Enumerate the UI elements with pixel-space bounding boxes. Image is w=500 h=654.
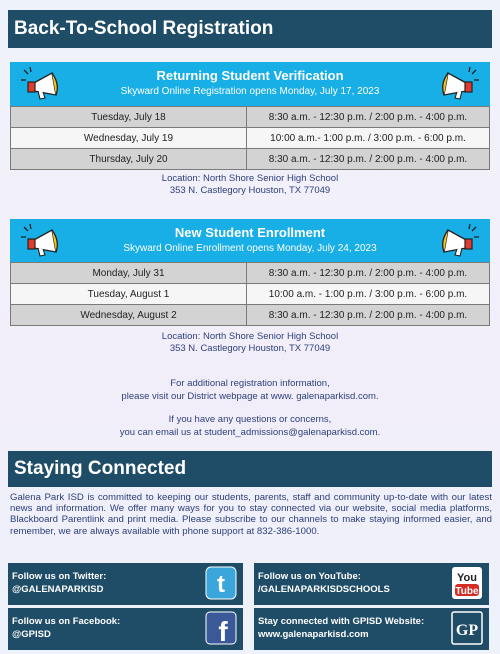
youtube-label: Follow us on YouTube: bbox=[258, 571, 361, 582]
facebook-handle[interactable]: @GPISD bbox=[12, 629, 51, 640]
svg-text:f: f bbox=[218, 616, 228, 645]
address-line: 353 N. Castlegory Houston, TX 77049 bbox=[169, 343, 331, 354]
table-row bbox=[11, 263, 490, 284]
youtube-handle[interactable]: /GALENAPARKISDSCHOOLS bbox=[258, 584, 390, 595]
day-cell: Tuesday, August 1 bbox=[11, 284, 247, 305]
page-title: Back-To-School Registration bbox=[8, 10, 492, 48]
returning-section-header bbox=[10, 62, 490, 106]
time-cell: 8:30 a.m. - 12:30 p.m. / 2:00 p.m. - 4:00 p.m. bbox=[247, 107, 490, 128]
new-title: New Student Enrollment bbox=[174, 225, 326, 240]
day-cell: Wednesday, July 19 bbox=[11, 128, 247, 149]
time-cell: 10:00 a.m.- 1:00 p.m. / 3:00 p.m. - 6:00 p.m. bbox=[247, 128, 490, 149]
facebook-box[interactable] bbox=[8, 608, 243, 650]
staying-connected-paragraph: Galena Park ISD is committed to keeping our students, parents, staff and community up-to-date with our latest news and information. We offer many ways for you to stay connected via our website, social media platforms, Blackboard Parentlink and print media. Please subscribe to our channels to make staying informed easier, and remember, we are always available with phone support at 832-386-1000. bbox=[10, 492, 492, 537]
returning-title: Returning Student Verification bbox=[156, 68, 344, 83]
megaphone-icon bbox=[18, 221, 66, 261]
twitter-icon[interactable] bbox=[205, 566, 237, 600]
time-cell: 10:00 a.m. - 1:00 p.m. / 3:00 p.m. - 6:00 p.m. bbox=[247, 284, 490, 305]
staying-connected-heading: Staying Connected bbox=[8, 451, 492, 487]
twitter-box[interactable] bbox=[8, 563, 243, 605]
time-cell: 8:30 a.m. - 12:30 p.m. / 2:00 p.m. - 4:00 p.m. bbox=[247, 263, 490, 284]
info-line: If you have any questions or concerns, bbox=[168, 414, 332, 425]
gp-logo-icon[interactable] bbox=[451, 611, 483, 645]
info-line: For additional registration information, bbox=[170, 378, 330, 389]
day-cell: Thursday, July 20 bbox=[11, 149, 247, 170]
info-line-email[interactable]: you can email us at student_admissions@galenaparkisd.com. bbox=[119, 426, 381, 438]
table-row bbox=[11, 149, 490, 170]
youtube-box[interactable] bbox=[254, 563, 489, 605]
day-cell: Monday, July 31 bbox=[11, 263, 247, 284]
new-section-header bbox=[10, 219, 490, 263]
website-box[interactable] bbox=[254, 608, 489, 650]
new-location bbox=[0, 331, 500, 355]
table-row bbox=[11, 128, 490, 149]
day-cell: Wednesday, August 2 bbox=[11, 305, 247, 326]
facebook-icon[interactable] bbox=[205, 611, 237, 645]
day-cell: Tuesday, July 18 bbox=[11, 107, 247, 128]
location-line: Location: North Shore Senior High School bbox=[161, 173, 339, 184]
table-row bbox=[11, 305, 490, 326]
new-subtitle: Skyward Online Enrollment opens Monday, July 24, 2023 bbox=[123, 243, 377, 254]
info-line-website[interactable]: please visit our District webpage at www. galenaparkisd.com. bbox=[121, 390, 379, 402]
website-handle[interactable]: www.galenaparkisd.com bbox=[258, 629, 369, 640]
website-label: Stay connected with GPISD Website: bbox=[258, 616, 425, 627]
location-line: Location: North Shore Senior High School bbox=[161, 331, 339, 342]
contact-info bbox=[0, 414, 500, 439]
megaphone-icon bbox=[434, 221, 482, 261]
returning-schedule-table bbox=[10, 106, 490, 170]
time-cell: 8:30 a.m. - 12:30 p.m. / 2:00 p.m. - 4:00 p.m. bbox=[247, 149, 490, 170]
megaphone-icon bbox=[18, 64, 66, 104]
twitter-handle[interactable]: @GALENAPARKISD bbox=[12, 584, 104, 595]
table-row bbox=[11, 107, 490, 128]
youtube-icon-tube: Tube bbox=[455, 586, 479, 597]
youtube-icon[interactable] bbox=[451, 566, 483, 600]
registration-info bbox=[0, 378, 500, 403]
megaphone-icon bbox=[434, 64, 482, 104]
table-row bbox=[11, 284, 490, 305]
youtube-icon-you: You bbox=[457, 572, 477, 584]
new-schedule-table bbox=[10, 262, 490, 326]
time-cell: 8:30 a.m. - 12:30 p.m. / 2:00 p.m. - 4:00 p.m. bbox=[247, 305, 490, 326]
address-line: 353 N. Castlegory Houston, TX 77049 bbox=[169, 185, 331, 196]
twitter-label: Follow us on Twitter: bbox=[12, 571, 107, 582]
returning-location bbox=[0, 173, 500, 197]
gp-logo-text: GP bbox=[455, 622, 479, 639]
returning-subtitle: Skyward Online Registration opens Monday, July 17, 2023 bbox=[120, 86, 380, 97]
facebook-label: Follow us on Facebook: bbox=[12, 616, 121, 627]
svg-text:t: t bbox=[217, 571, 225, 598]
